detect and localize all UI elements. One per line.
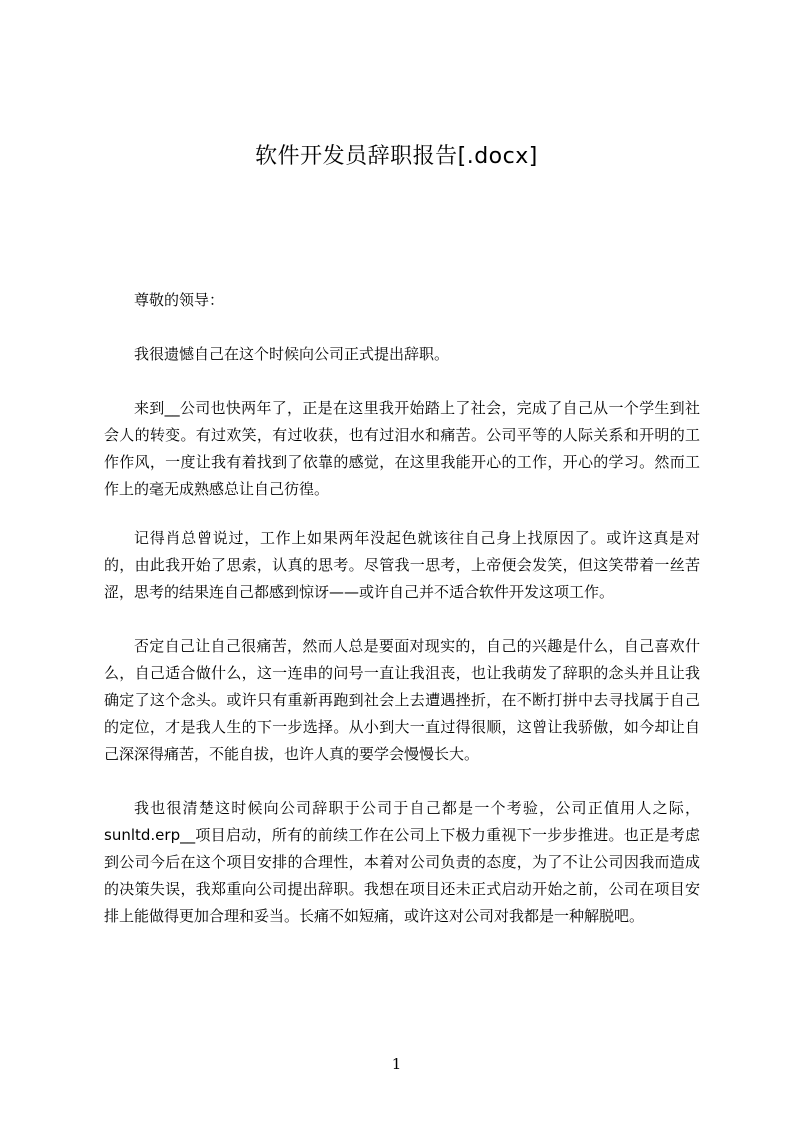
page-number: 1 [391, 1055, 402, 1073]
paragraph-4: 否定自己让自己很痛苦，然而人总是要面对现实的，自己的兴趣是什么，自己喜欢什么，自己适合做什么，这一连串的问号一直让我沮丧，也让我萌发了辞职的念头并且让我确定了这个念头。或许只有重新再跑到社会上去遭遇挫折，在不断打拼中去寻找属于自己的定位，才是我人生的下一步选择。从小到大一直过得很顺，这曾让我骄傲，如今却让自己深深得痛苦，不能自拔，也许人真的要学会慢慢长大。 [104, 637, 700, 763]
paragraph-1: 我很遗憾自己在这个时候向公司正式提出辞职。 [134, 345, 450, 363]
salutation: 尊敬的领导： [134, 291, 225, 309]
paragraph-5: 我也很清楚这时候向公司辞职于公司于自己都是一个考验，公司正值用人之际，sunltd.erp__项目启动，所有的前续工作在公司上下极力重视下一步步推进。也正是考虑到公司今后在这个项目安排的合理性，本着对公司负责的态度，为了不让公司因我而造成的决策失误，我郑重向公司提出辞职。我想在项目还未正式启动开始之前，公司在项目安排上能做得更加合理和妥当。长痛不如短痛，或许这对公司对我都是一种解脱吧。 [104, 799, 700, 925]
document-title: 软件开发员辞职报告[.docx] [255, 144, 538, 169]
paragraph-2: 来到__公司也快两年了，正是在这里我开始踏上了社会，完成了自己从一个学生到社会人的转变。有过欢笑，有过收获，也有过泪水和痛苦。公司平等的人际关系和开明的工作作风，一度让我有着找到了依靠的感觉，在这里我能开心的工作，开心的学习。然而工作上的毫无成熟感总让自己彷徨。 [104, 399, 700, 498]
paragraph-3: 记得肖总曾说过，工作上如果两年没起色就该往自己身上找原因了。或许这真是对的，由此我开始了思索，认真的思考。尽管我一思考，上帝便会发笑，但这笑带着一丝苦涩，思考的结果连自己都感到惊讶——或许自己并不适合软件开发这项工作。 [104, 529, 700, 601]
